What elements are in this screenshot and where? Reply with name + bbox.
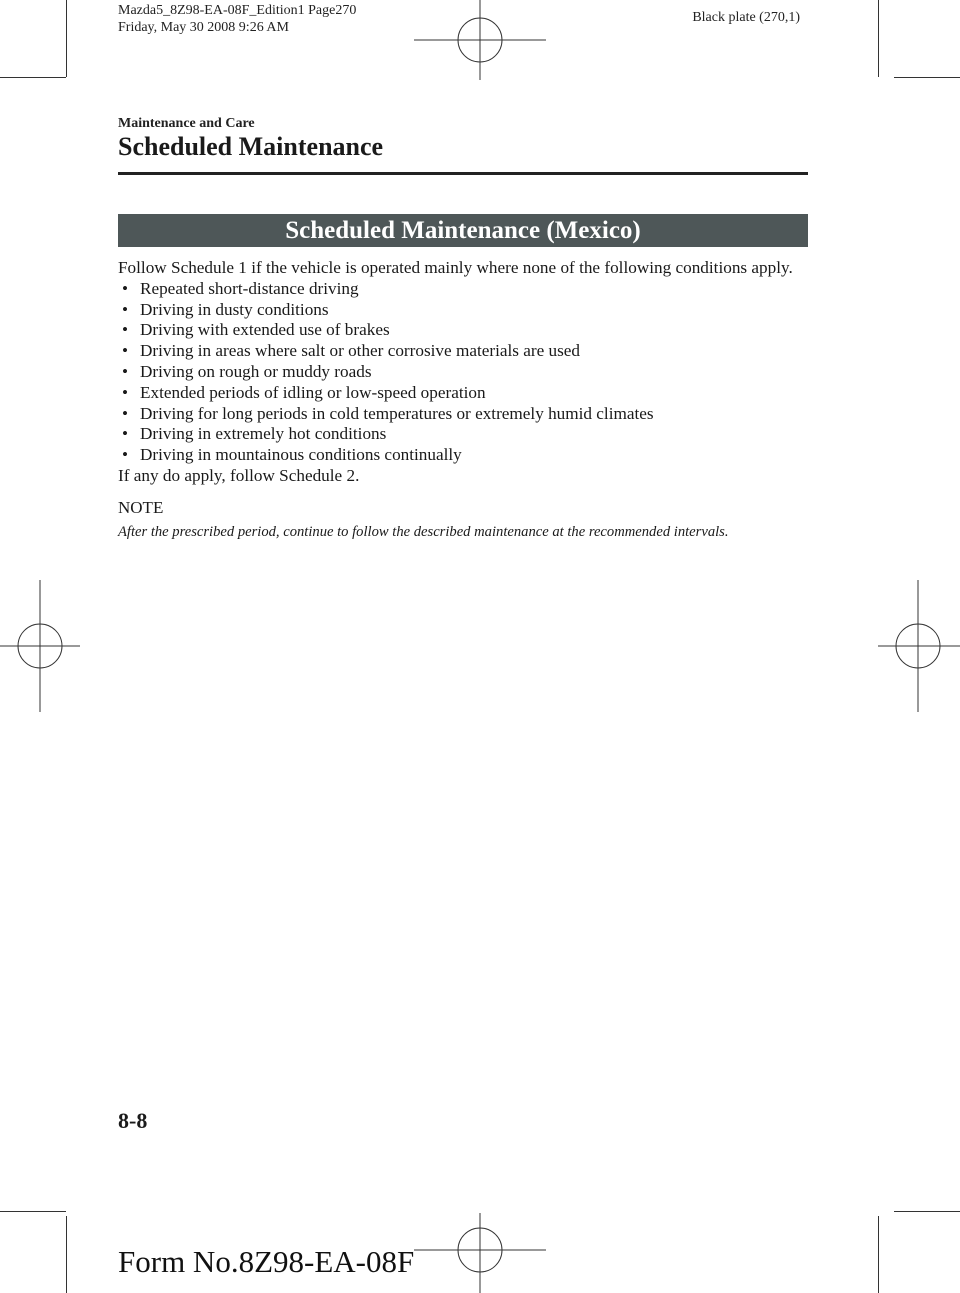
- page-number: 8-8: [118, 1108, 148, 1133]
- list-item: • Driving in areas where salt or other corrosive materials are used: [122, 341, 581, 361]
- topic-banner: [118, 214, 808, 247]
- list-item: • Driving with extended use of brakes: [122, 320, 390, 340]
- form-number: Form No.8Z98-EA-08F: [118, 1244, 415, 1279]
- registration-mark-icon: [0, 580, 80, 712]
- bullet-icon: •: [122, 361, 129, 381]
- note-text: After the prescribed period, continue to follow the described maintenance at the recommended intervals.: [118, 523, 729, 540]
- list-item: • Repeated short-distance driving: [122, 278, 359, 298]
- bullet-icon: •: [122, 382, 129, 402]
- crop-mark: [878, 1216, 879, 1293]
- crop-mark: [878, 0, 879, 77]
- bullet-icon: •: [122, 445, 129, 465]
- section-rule: [118, 172, 808, 175]
- section-title: Scheduled Maintenance: [118, 132, 384, 161]
- list-item: • Driving on rough or muddy roads: [122, 361, 372, 381]
- list-item: • Driving in extremely hot conditions: [122, 424, 387, 444]
- crop-mark: [894, 1211, 960, 1212]
- bullet-icon: •: [122, 278, 129, 298]
- list-item: • Driving in dusty conditions: [122, 299, 329, 319]
- registration-mark-icon: [414, 1213, 546, 1293]
- crop-mark: [0, 1211, 66, 1212]
- note-label: NOTE: [118, 497, 164, 517]
- crop-mark: [894, 77, 960, 78]
- crop-mark: [66, 1216, 67, 1293]
- bullet-icon: •: [122, 403, 129, 423]
- list-item: • Extended periods of idling or low-speed operation: [122, 382, 486, 402]
- body-content: [118, 258, 810, 544]
- bullet-icon: •: [122, 341, 129, 361]
- bullet-icon: •: [122, 320, 129, 340]
- print-job-line: Mazda5_8Z98-EA-08F_Edition1 Page270: [118, 3, 357, 18]
- bullet-icon: •: [122, 424, 129, 444]
- conditions-list: [118, 279, 810, 466]
- print-date-line: Friday, May 30 2008 9:26 AM: [118, 20, 289, 35]
- plate-label: Black plate (270,1): [692, 10, 800, 25]
- outro-paragraph: If any do apply, follow Schedule 2.: [118, 465, 360, 485]
- list-item: • Driving for long periods in cold temperatures or extremely humid climates: [122, 403, 654, 423]
- section-category: Maintenance and Care: [118, 116, 255, 131]
- registration-mark-icon: [878, 580, 960, 712]
- registration-mark-icon: [414, 0, 546, 80]
- topic-title: Scheduled Maintenance (Mexico): [285, 216, 641, 244]
- bullet-icon: •: [122, 299, 129, 319]
- print-header: [118, 2, 356, 36]
- intro-paragraph: Follow Schedule 1 if the vehicle is operated mainly where none of the following conditions apply.: [118, 258, 793, 277]
- crop-mark: [66, 0, 67, 77]
- crop-mark: [0, 77, 66, 78]
- list-item: • Driving in mountainous conditions continually: [122, 445, 462, 465]
